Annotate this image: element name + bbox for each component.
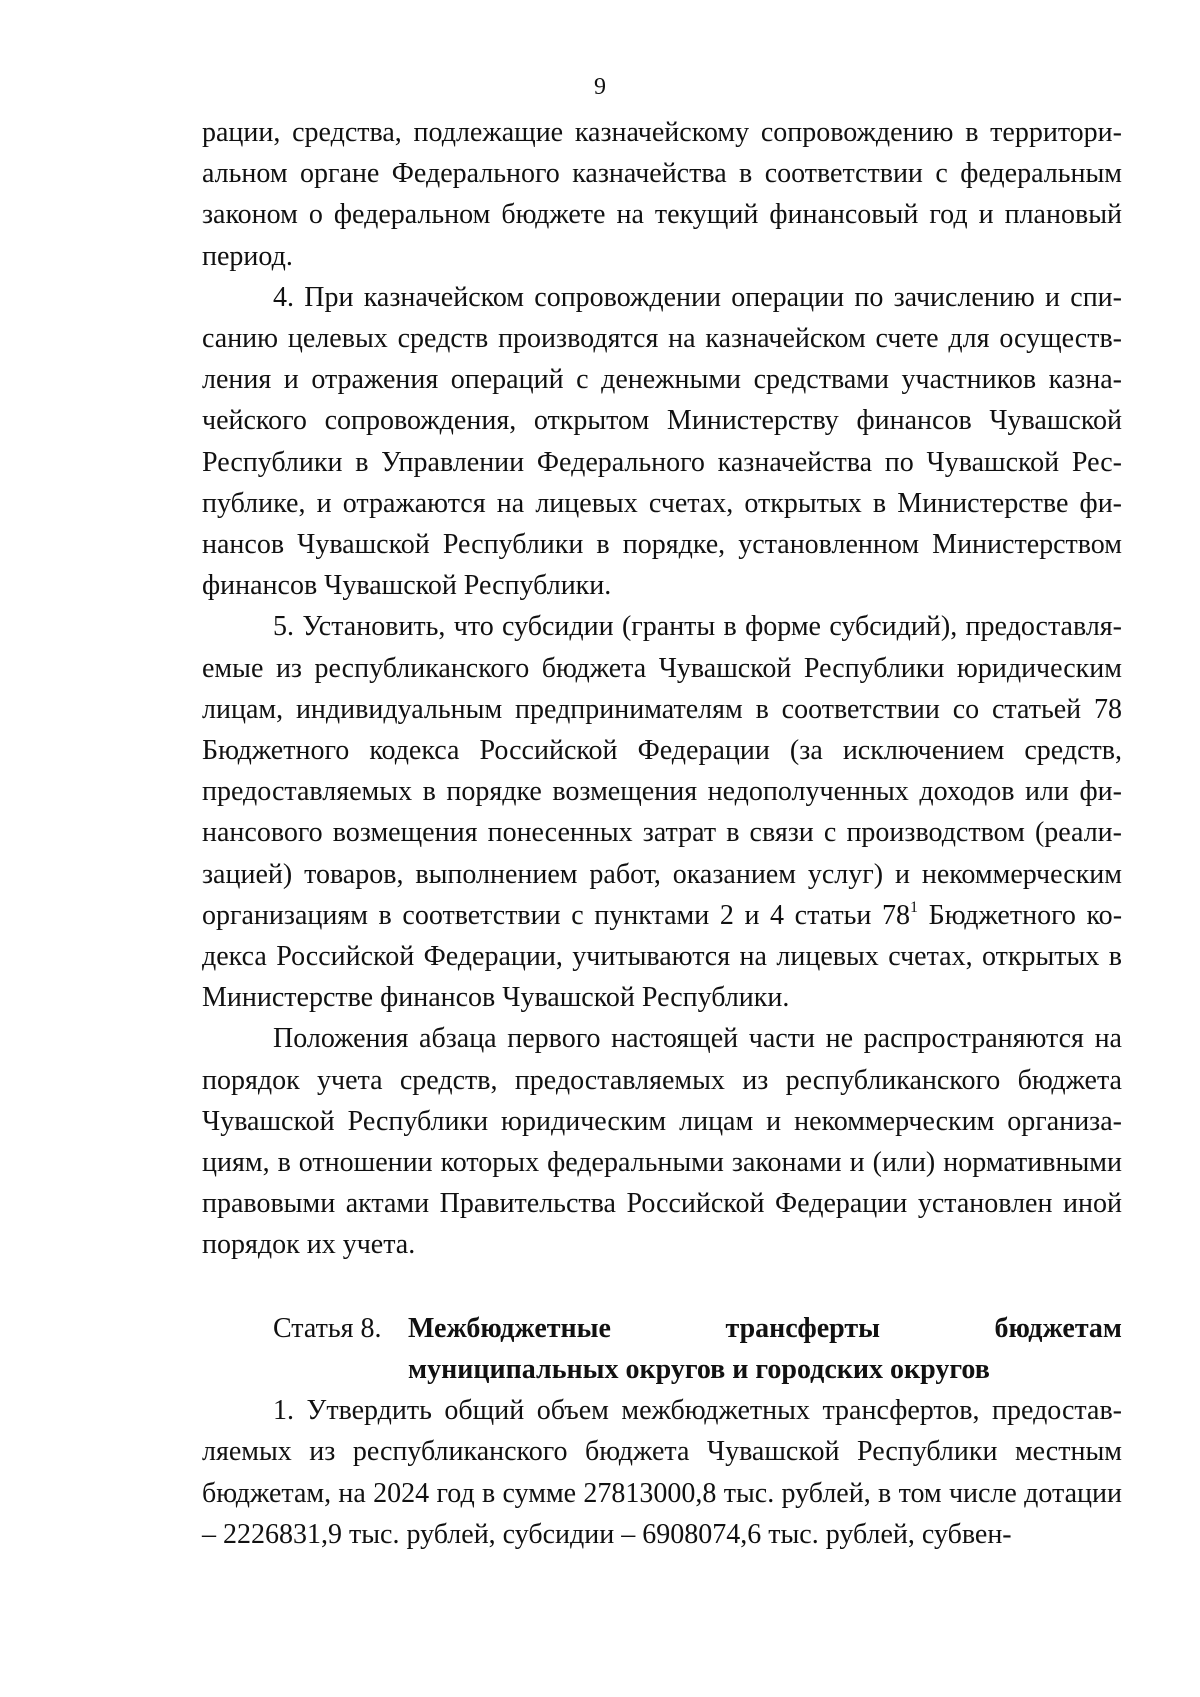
page-number: 9 <box>594 74 606 100</box>
paragraph-article-8-item-1: 1. Утвердить общий объем межбюджетных трансфертов, предоставляемых из республиканского бюджета Чувашской Республики местным бюджетам, на 2024 год в сумме 27813000,8 тыс. рублей, в том числе дотации – 2226831,9 тыс. рублей, субсидии – 6908074,6 тыс. рублей, субвен- <box>202 1395 1122 1550</box>
document-body <box>202 112 1122 1555</box>
paragraph-item-5-text-end: Бюджетного кодекса Российской Федерации, учитываются на лицевых счетах, открытых в Министерстве финансов Чувашской Республики. <box>202 899 1123 1014</box>
paragraph-exception: Положения абзаца первого настоящей части не распространяются на порядок учета средств, предоставляемых из республиканского бюджета Чувашской Республики юридическим лицам и некоммерческим организациям, в отношении которых федеральными законами и (или) нормативными правовыми актами Правительства Российской Федерации установлен иной порядок их учета. <box>202 1023 1122 1261</box>
article-label: Статья 8. <box>273 1312 382 1344</box>
article-title: Межбюджетные трансферты бюджетам муниципальных округов и городских округов <box>408 1312 1122 1385</box>
article-superscript: 1 <box>910 898 919 916</box>
paragraph-item-4: 4. При казначейском сопровождении операции по зачислению и списанию целевых средств производятся на казначейском счете для осуществления и отражения операций с денежными средствами участников казначейского сопровождения, открытом Министерству финансов Чувашской Республики в Управлении Федерального казначейства по Чувашской Республике, и отражаются на лицевых счетах, открытых в Министерстве финансов Чувашской Республики в порядке, установленном Министерством финансов Чувашской Республики. <box>202 281 1122 602</box>
paragraph-continuation: рации, средства, подлежащие казначейскому сопровождению в территориальном органе Федерального казначейства в соответствии с федеральным законом о федеральном бюджете на текущий финансовый год и плановый период. <box>202 117 1122 272</box>
paragraph-item-5-text-start: 5. Установить, что субсидии (гранты в форме субсидий), предоставляемые из республиканского бюджета Чувашской Республики юридическим лицам, индивидуальным предпринимателям в соответствии со статьей 78 Бюджетного кодекса Российской Федерации (за исключением средств, предоставляемых в порядке возмещения недополученных доходов или финансового возмещения понесенных затрат в связи с производством (реализацией) товаров, выполнением работ, оказанием услуг) и некоммерческим организациям в соответствии с пунктами 2 и 4 статьи 78 <box>202 611 1122 931</box>
article-heading <box>202 1308 1122 1390</box>
paragraph-item-5 <box>202 606 1122 1018</box>
